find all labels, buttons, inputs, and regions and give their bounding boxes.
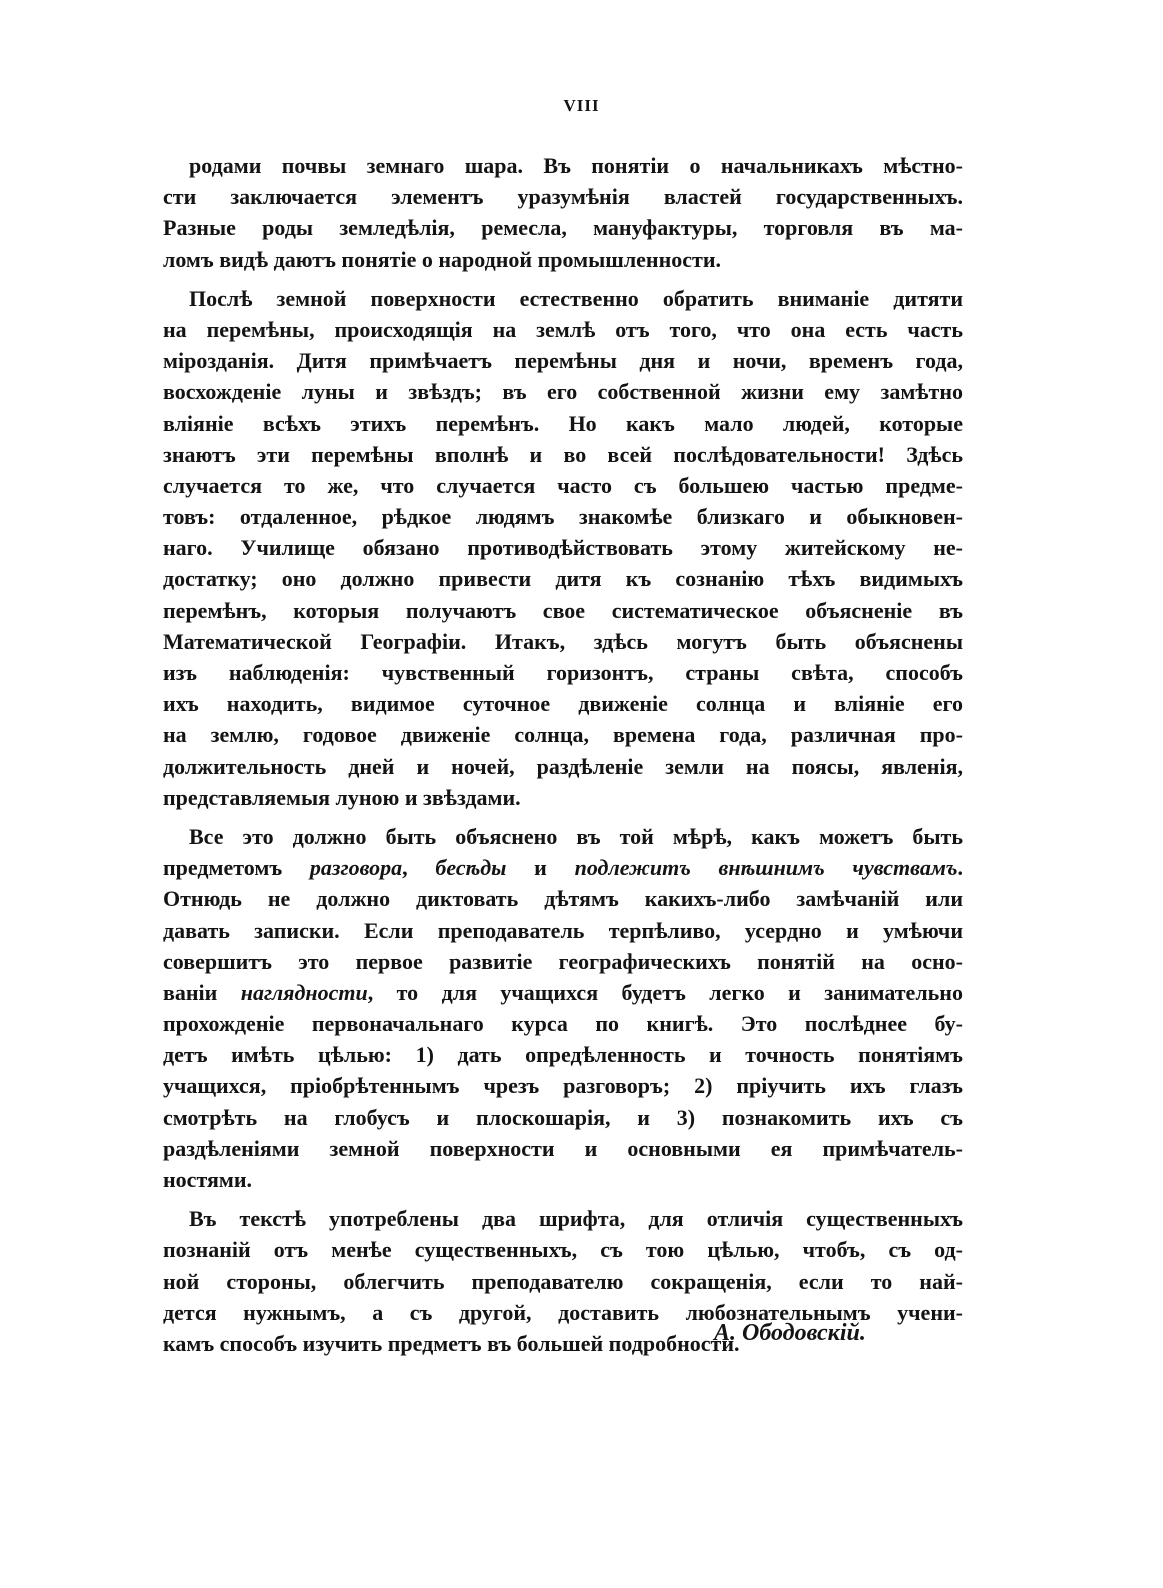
text-line: наго. Училище обязано противодѣйствовать этому житейскому не- [163, 535, 963, 561]
text-line: совершитъ это первое развитіе географическихъ понятій на осно- [163, 948, 963, 974]
text-line: Разные роды земледѣлія, ремесла, мануфактуры, торговля въ ма- [163, 215, 963, 241]
text-line: ихъ находить, видимое суточное движеніе солнца и вліяніе его [163, 691, 963, 717]
text-line: ностями. [163, 1167, 253, 1192]
body-text [163, 150, 963, 1359]
text-line: смотрѣть на глобусъ и плоскошарія, и 3) познакомить ихъ съ [163, 1104, 963, 1130]
text-line: ломъ видѣ даютъ понятіе о народной промышленности. [163, 246, 722, 272]
page-number: VIII [563, 96, 600, 115]
text-line: родами почвы земнаго шара. Въ понятіи о начальникахъ мѣстно- [189, 153, 963, 178]
text-line: знаютъ эти перемѣны вполнѣ и во всей послѣдовательности! Здѣсь [163, 441, 963, 467]
text-line: Математической Географіи. Итакъ, здѣсь могутъ быть объяснены [163, 628, 963, 654]
emphasized-term: наглядности [240, 979, 368, 1005]
text-line: раздѣленіями земной поверхности и основными ея примѣчатель- [163, 1135, 963, 1161]
text-line: на землю, годовое движеніе солнца, времена года, различная про- [163, 722, 963, 748]
emphasized-term: разговора [309, 855, 403, 881]
text-line: учащихся, пріобрѣтеннымъ чрезъ разговоръ; 2) пріучить ихъ глазъ [163, 1073, 963, 1099]
text-line: ваніи наглядности, то для учащихся будетъ легко и занимательно [163, 979, 963, 1005]
text-line: дется нужнымъ, а съ другой, доставить любознательнымъ учени- [163, 1299, 963, 1325]
text-line: Послѣ земной поверхности естественно обратить вниманіе дитяти [189, 285, 963, 311]
text-line: давать записки. Если преподаватель терпѣливо, усердно и умѣючи [163, 917, 963, 943]
text-line: случается то же, что случается часто съ большею частью предме- [163, 472, 963, 498]
author-signature: А. Ободовскій. [714, 1320, 866, 1346]
text-line: камъ способъ изучить предметъ въ большей подробности. [163, 1330, 740, 1356]
text-line: достатку; оно должно привести дитя къ сознанію тѣхъ видимыхъ [163, 566, 963, 592]
text-line: восхожденіе луны и звѣздъ; въ его собственной жизни ему замѣтно [163, 379, 963, 405]
text-line: на перемѣны, происходящія на землѣ отъ того, что она есть часть [163, 316, 963, 342]
text-line: должительность дней и ночей, раздѣленіе земли на поясы, явленія, [163, 753, 963, 779]
text-line: прохожденіе первоначальнаго курса по книгѣ. Это послѣднее бу- [163, 1011, 963, 1037]
text-line: представляемыя луною и звѣздами. [163, 784, 521, 810]
text-line: детъ имѣть цѣлью: 1) дать опредѣленность и точность понятіямъ [163, 1042, 963, 1068]
text-line: Въ текстѣ употреблены два шрифта, для отличія существенныхъ [189, 1206, 963, 1232]
text-line: Отнюдь не должно диктовать дѣтямъ какихъ-либо замѣчаній или [163, 886, 963, 912]
text-line: перемѣнъ, которыя получаютъ свое систематическое объясненіе въ [163, 597, 963, 623]
text-line: изъ наблюденія: чувственный горизонтъ, страны свѣта, способъ [163, 660, 963, 685]
text-line: товъ: отдаленное, рѣдкое людямъ знакомѣе близкаго и обыкновен- [163, 504, 963, 530]
emphasized-term: бесѣды [435, 855, 507, 881]
text-line: мірозданія. Дитя примѣчаетъ перемѣны дня и ночи, временъ года, [163, 348, 963, 374]
text-line: ной стороны, облегчить преподавателю сокращенія, если то най- [163, 1268, 963, 1294]
text-line: сти заключается элементъ уразумѣнія властей государственныхъ. [163, 184, 963, 210]
text-line: предметомъ разговора, бесѣды и подлежитъ внѣшнимъ чувствамъ. [163, 855, 963, 881]
emphasized-term: подлежитъ внѣшнимъ чувствамъ [574, 855, 958, 881]
text-line: вліяніе всѣхъ этихъ перемѣнъ. Но какъ мало людей, которые [163, 410, 963, 436]
text-line: познаній отъ менѣе существенныхъ, съ тою цѣлью, чтобъ, съ од- [163, 1237, 963, 1263]
text-line: Все это должно быть объяснено въ той мѣрѣ, какъ можетъ быть [189, 823, 963, 849]
